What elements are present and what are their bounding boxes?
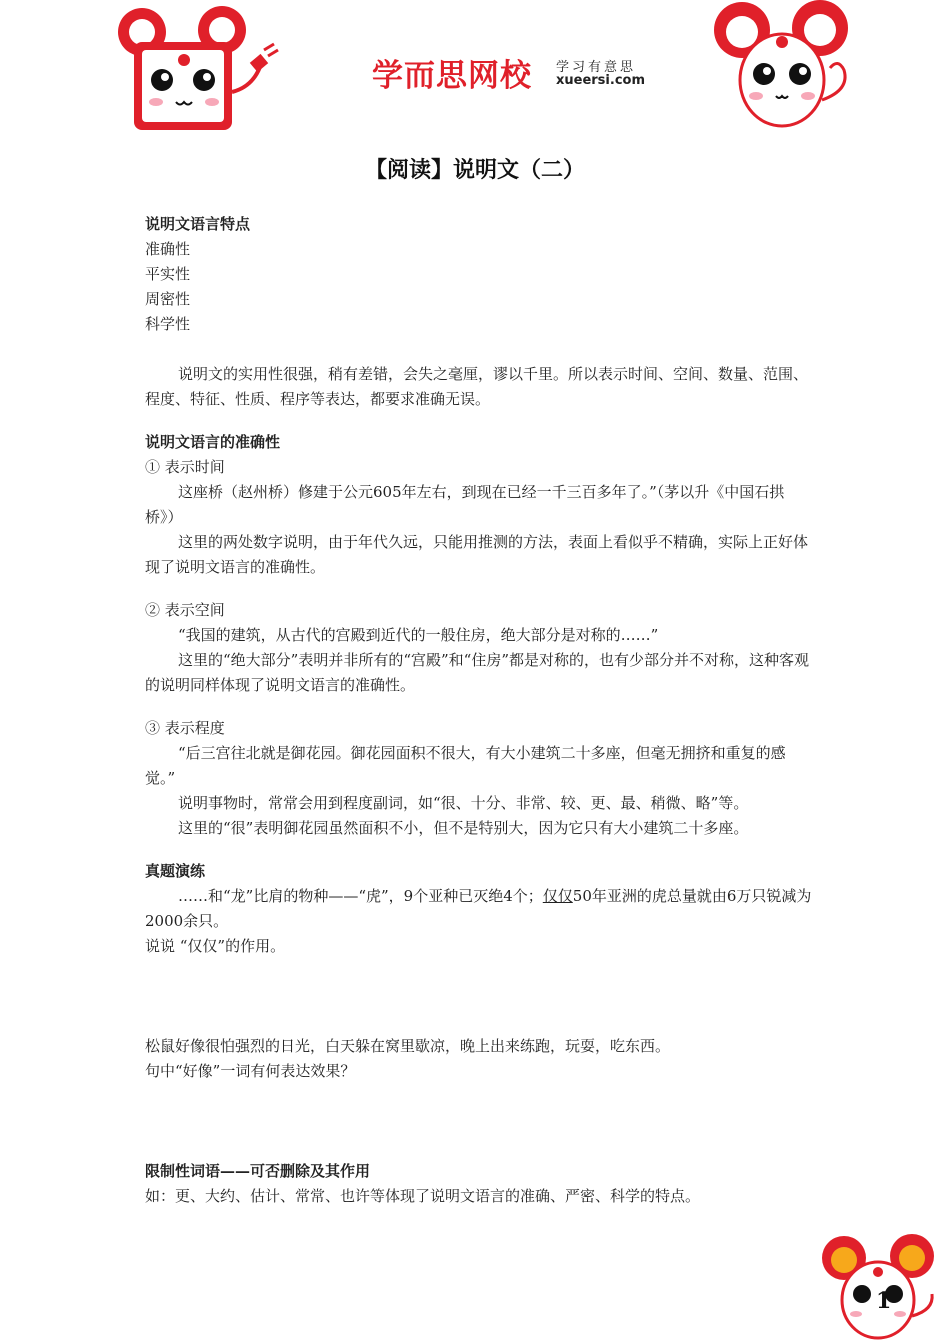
- section-heading-features: 说明文语言特点: [145, 215, 251, 233]
- mascot-mouse-icon: [712, 0, 862, 135]
- brand-slogan: 学习有意思: [556, 60, 637, 75]
- page-number: 1: [876, 1288, 892, 1314]
- limiting-words-text: 如：更、大约、估计、常常、也许等体现了说明文语言的准确、严密、科学的特点。: [145, 1187, 701, 1205]
- example-note-time: 这里的两处数字说明，由于年代久远，只能用推测的方法，表面上看似乎不精确，实际上正好体现了说明文语言的准确性。: [145, 533, 809, 576]
- practice-ask-1: 说说 “仅仅”的作用。: [145, 937, 286, 955]
- practice-question-1: [145, 884, 813, 934]
- document-body: [145, 212, 813, 1209]
- example-note-space: 这里的“绝大部分”表明并非所有的“宫殿”和“住房”都是对称的，也有少部分并不对称，这种客观的说明同样体现了说明文语言的准确性。: [145, 651, 810, 694]
- section-heading-practice: 真题演练: [145, 862, 206, 880]
- feature-item: 科学性: [145, 315, 191, 333]
- brand-url: xueersi.com: [556, 73, 646, 88]
- example-note-degree-1: 说明事物时，常常会用到程度副词，如“很、十分、非常、较、更、最、稍微、略”等。: [178, 794, 749, 812]
- underlined-word: 仅仅: [542, 887, 573, 905]
- practice-ask-2: 句中“好像”一词有何表达效果？: [145, 1062, 356, 1080]
- section-heading-accuracy: 说明文语言的准确性: [145, 433, 281, 451]
- subsection-label-degree: ③ 表示程度: [145, 719, 225, 737]
- mascot-footer-icon: [820, 1232, 948, 1342]
- brand-logo: 学而思网校: [372, 58, 532, 94]
- example-note-degree-2: 这里的“很”表明御花园虽然面积不小，但不是特别大，因为它只有大小建筑二十多座。: [178, 819, 749, 837]
- practice-question-2: 松鼠好像很怕强烈的日光，白天躲在窝里歇凉，晚上出来练跑，玩耍，吃东西。: [145, 1037, 671, 1055]
- practice-text-a: ……和“龙”比肩的物种——“虎”，9个亚种已灭绝4个；: [178, 887, 543, 905]
- example-quote-space: “我国的建筑，从古代的宫殿到近代的一般住房，绝大部分是对称的……”: [178, 626, 659, 644]
- feature-item: 准确性: [145, 240, 191, 258]
- feature-item: 平实性: [145, 265, 191, 283]
- section-heading-limiting-words: 限制性词语——可否删除及其作用: [145, 1162, 371, 1180]
- page-title: 【阅读】说明文（二）: [364, 157, 585, 183]
- example-quote-time: 这座桥（赵州桥）修建于公元605年左右，到现在已经一千三百多年了。”（茅以升《中国石拱桥》）: [145, 483, 785, 526]
- feature-item: 周密性: [145, 290, 191, 308]
- subsection-label-time: ① 表示时间: [145, 458, 225, 476]
- subsection-label-space: ② 表示空间: [145, 601, 225, 619]
- intro-paragraph: 说明文的实用性很强，稍有差错，会失之毫厘，谬以千里。所以表示时间、空间、数量、范围、程度、特征、性质、程序等表达，都要求准确无误。: [145, 365, 809, 408]
- practice-text-b: 50年亚洲的虎总量就由6万只锐减为2000余只。: [145, 887, 812, 930]
- mascot-square-icon: [112, 2, 282, 137]
- example-quote-degree: “后三宫往北就是御花园。御花园面积不很大，有大小建筑二十多座，但毫无拥挤和重复的感觉。”: [145, 744, 786, 787]
